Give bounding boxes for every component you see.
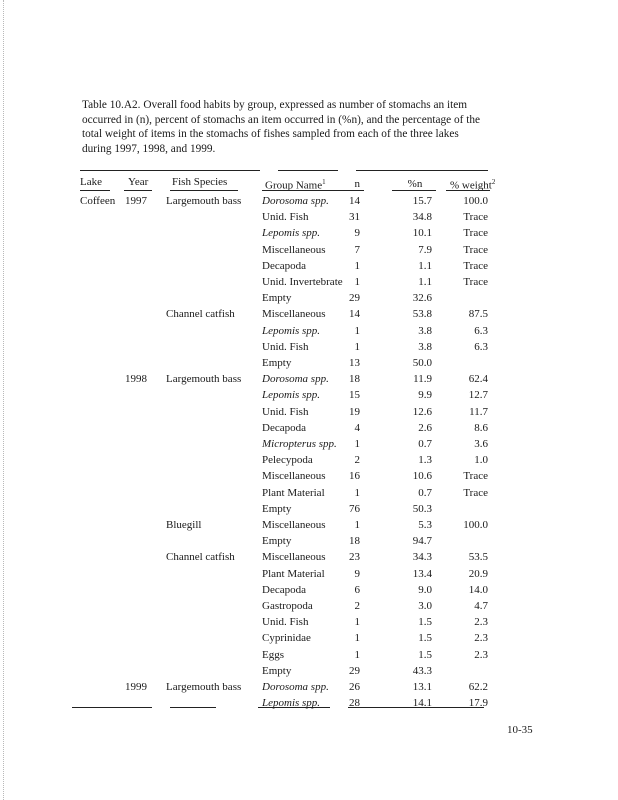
cell-pct-n: 94.7 [412,535,432,548]
cell-pct-weight: 8.6 [474,421,488,434]
cell-pct-n: 3.0 [418,600,432,612]
table-bottom-rule [170,707,216,708]
cell-n: 1 [354,632,360,645]
cell-pct-n: 11.9 [413,373,432,386]
cell-pct-weight: 12.7 [468,389,488,402]
cell-group-name: Empty [262,292,292,305]
header-fish-species: Fish Species [172,176,228,188]
cell-pct-n: 10.1 [412,227,432,240]
cell-n: 1 [354,519,360,531]
cell-group-name: Unid. Fish [262,616,309,629]
cell-n: 29 [349,292,360,305]
cell-pct-n: 1.1 [418,276,432,288]
caption-line: Table 10.A2. Overall food habits by group, expressed as number of stomachs an item [82,99,468,111]
cell-pct-n: 9.9 [418,389,432,402]
cell-pct-weight: 100.0 [463,195,488,207]
cell-group-name: Cyprinidae [262,632,311,645]
cell-group-name: Lepomis spp. [262,697,321,710]
cell-pct-weight: Trace [463,486,488,499]
cell-n: 1 [354,486,360,499]
cell-n: 1 [354,616,360,629]
cell-group-name: Unid. Invertebrate [262,276,343,288]
header-rule [392,190,436,191]
header-group-name-text: Group Name [265,179,323,192]
cell-pct-n: 12.6 [412,405,432,418]
cell-pct-weight: 6.3 [474,324,488,337]
cell-n: 13 [349,357,360,369]
cell-group-name: Empty [262,664,292,677]
cell-pct-n: 1.5 [418,648,432,661]
cell-fish-species: Bluegill [166,519,202,531]
cell-n: 2 [354,600,360,612]
header-rule [80,190,110,191]
header-pct-n: %n [407,178,423,190]
cell-pct-weight: Trace [463,227,488,240]
table-bottom-rule [348,707,484,708]
cell-year: 1998 [125,373,147,386]
cell-pct-weight: 87.5 [468,308,488,321]
cell-n: 26 [349,681,360,693]
cell-pct-weight: 62.4 [468,373,488,386]
cell-group-name: Gastropoda [262,600,313,612]
cell-lake: Coffeen [80,195,116,207]
cell-pct-n: 50.3 [412,502,432,515]
table-top-rule [278,170,338,171]
cell-n: 4 [354,421,360,434]
cell-n: 1 [354,438,360,450]
cell-pct-weight: 17.9 [468,697,488,710]
cell-fish-species: Largemouth bass [166,681,242,693]
header-rule [124,190,152,191]
cell-group-name: Empty [262,535,292,548]
header-group-footnote: 1 [322,178,326,186]
cell-group-name: Unid. Fish [262,340,309,353]
cell-pct-n: 1.3 [418,454,432,467]
cell-pct-n: 13.4 [412,567,432,580]
cell-pct-n: 53.8 [412,308,432,321]
table-caption [82,98,512,156]
cell-n: 29 [349,664,360,677]
cell-n: 7 [354,243,360,256]
cell-n: 14 [349,195,360,207]
header-n: n [354,178,360,190]
cell-group-name: Micropterus spp. [262,438,337,450]
table-top-rule [80,170,260,171]
cell-pct-weight: 6.3 [474,340,488,353]
cell-group-name: Dorosoma spp. [262,373,329,386]
cell-n: 76 [349,502,360,515]
table-bottom-rule [258,707,330,708]
header-rule [446,190,490,191]
cell-pct-n: 1.5 [418,616,432,629]
cell-group-name: Miscellaneous [262,519,326,531]
cell-pct-weight: 4.7 [474,600,488,612]
cell-pct-weight: 2.3 [474,648,488,661]
cell-group-name: Miscellaneous [262,243,326,256]
cell-pct-n: 10.6 [412,470,432,483]
cell-group-name: Unid. Fish [262,405,309,418]
cell-pct-weight: 14.0 [468,583,488,596]
cell-pct-weight: 3.6 [474,438,488,450]
cell-group-name: Decapoda [262,259,306,272]
cell-group-name: Dorosoma spp. [262,681,329,693]
caption-line: total weight of items in the stomachs of fishes sampled from each of the three lakes [82,128,459,141]
cell-pct-weight: 62.2 [468,681,488,693]
caption-line: occurred in (n), percent of stomachs an item occurred in (%n), and the percentage of the [82,113,481,126]
cell-group-name: Dorosoma spp. [262,195,329,207]
cell-fish-species: Channel catfish [166,308,235,321]
cell-n: 1 [354,259,360,272]
cell-pct-n: 2.6 [418,421,432,434]
cell-group-name: Miscellaneous [262,551,326,564]
cell-pct-n: 34.8 [412,211,432,224]
cell-group-name: Empty [262,502,292,515]
cell-fish-species: Channel catfish [166,551,235,564]
cell-group-name: Eggs [262,648,284,661]
header-rule [334,190,364,191]
cell-pct-weight: 1.0 [474,454,488,467]
cell-pct-n: 15.7 [412,195,432,207]
cell-group-name: Decapoda [262,583,306,596]
cell-pct-weight: Trace [463,243,488,256]
cell-pct-n: 14.1 [412,697,432,710]
cell-n: 28 [349,697,360,710]
cell-n: 31 [349,211,360,224]
cell-n: 18 [349,535,360,548]
cell-group-name: Pelecypoda [262,454,313,467]
cell-pct-n: 32.6 [412,292,432,305]
cell-n: 2 [354,454,360,467]
table-bottom-rule [72,707,152,708]
cell-pct-n: 3.8 [418,340,432,353]
cell-n: 15 [349,389,360,402]
cell-n: 16 [349,470,360,483]
cell-pct-weight: 20.9 [468,567,488,580]
cell-pct-weight: Trace [463,470,488,483]
page-number: 10-35 [507,724,533,736]
cell-n: 1 [354,648,360,661]
header-rule [170,190,238,191]
cell-pct-n: 50.0 [412,357,432,369]
cell-pct-n: 1.1 [418,259,432,272]
cell-fish-species: Largemouth bass [166,373,242,386]
cell-n: 1 [354,324,360,337]
cell-pct-n: 3.8 [418,324,432,337]
cell-pct-weight: Trace [463,211,488,224]
cell-fish-species: Largemouth bass [166,195,242,207]
cell-pct-weight: 53.5 [468,551,488,564]
cell-n: 14 [349,308,360,321]
cell-pct-weight: 2.3 [474,616,488,629]
cell-pct-n: 5.3 [418,519,432,531]
cell-pct-n: 13.1 [412,681,432,693]
cell-group-name: Decapoda [262,421,306,434]
cell-group-name: Empty [262,357,292,369]
cell-n: 19 [349,405,360,418]
cell-n: 1 [354,276,360,288]
cell-n: 1 [354,340,360,353]
cell-pct-n: 43.3 [412,664,432,677]
cell-pct-n: 0.7 [418,486,432,499]
header-pct-weight-text: % weight [450,179,492,192]
scan-edge-artifact [3,0,10,800]
cell-pct-weight: 2.3 [474,632,488,645]
cell-pct-weight: Trace [463,276,488,288]
cell-pct-n: 7.9 [418,243,432,256]
cell-group-name: Miscellaneous [262,308,326,321]
cell-n: 9 [354,567,360,580]
cell-group-name: Lepomis spp. [262,227,321,240]
cell-group-name: Lepomis spp. [262,324,321,337]
header-year: Year [128,176,149,188]
cell-group-name: Unid. Fish [262,211,309,224]
cell-group-name: Lepomis spp. [262,389,321,402]
header-lake: Lake [80,176,102,188]
cell-n: 9 [354,227,360,240]
cell-group-name: Miscellaneous [262,470,326,483]
cell-year: 1999 [125,681,147,693]
cell-n: 18 [349,373,360,386]
cell-n: 23 [349,551,360,564]
cell-pct-n: 1.5 [418,632,432,645]
cell-pct-n: 9.0 [418,583,432,596]
caption-line: during 1997, 1998, and 1999. [82,142,216,155]
cell-group-name: Plant Material [262,567,325,580]
header-weight-footnote: 2 [491,178,496,186]
cell-year: 1997 [125,195,147,207]
cell-pct-n: 34.3 [412,551,432,564]
cell-pct-weight: 11.7 [469,405,488,418]
cell-n: 6 [354,583,360,596]
cell-pct-weight: Trace [463,259,488,272]
table-top-rule [356,170,488,171]
cell-pct-weight: 100.0 [463,519,488,531]
cell-pct-n: 0.7 [418,438,432,450]
cell-group-name: Plant Material [262,486,325,499]
